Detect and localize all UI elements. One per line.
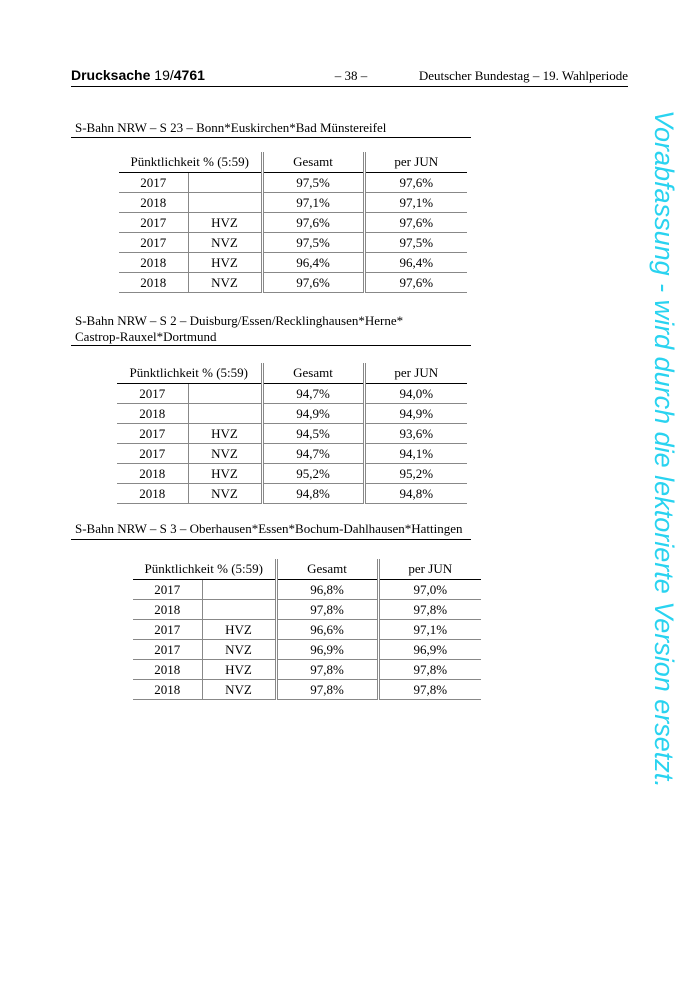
section-rule [71, 137, 471, 138]
cell-year: 2017 [133, 580, 202, 600]
cell-type: NVZ [188, 484, 262, 504]
cell-year: 2018 [117, 464, 188, 484]
cell-per-jun: 97,8% [378, 600, 481, 620]
table-row [133, 640, 481, 660]
cell-type: HVZ [188, 424, 262, 444]
cell-per-jun: 94,8% [364, 484, 467, 504]
cell-total: 96,4% [262, 253, 364, 273]
cell-per-jun: 95,2% [364, 464, 467, 484]
table-row [117, 484, 467, 504]
page-number: – 38 – [334, 68, 368, 83]
cell-total: 97,6% [262, 273, 364, 293]
section-rule [71, 345, 471, 346]
header-punctuality: Pünktlichkeit % (5:59) [119, 152, 262, 173]
cell-per-jun: 97,6% [364, 213, 467, 233]
cell-year: 2018 [117, 484, 188, 504]
cell-type: NVZ [202, 640, 276, 660]
doc-number-prefix: 19/ [154, 67, 174, 83]
table-row [117, 404, 467, 424]
cell-per-jun: 97,8% [378, 660, 481, 680]
cell-type [188, 173, 262, 193]
table-row [117, 384, 467, 404]
header-total: Gesamt [276, 559, 378, 580]
cell-year: 2018 [117, 404, 188, 424]
cell-total: 97,5% [262, 173, 364, 193]
table-row [117, 444, 467, 464]
punctuality-table-s23 [119, 152, 467, 293]
cell-year: 2017 [133, 640, 202, 660]
cell-total: 97,1% [262, 193, 364, 213]
document-label [71, 67, 205, 83]
cell-year: 2018 [133, 680, 202, 700]
cell-type: HVZ [188, 213, 262, 233]
table-row [119, 193, 467, 213]
cell-per-jun: 97,6% [364, 173, 467, 193]
cell-type [202, 600, 276, 620]
punctuality-table-s3 [133, 559, 481, 700]
header-total: Gesamt [262, 363, 364, 384]
cell-per-jun: 96,4% [364, 253, 467, 273]
section-title: S-Bahn NRW – S 3 – Oberhausen*Essen*Bochum-Dahlhausen*Hattingen [75, 521, 463, 536]
cell-type [188, 384, 262, 404]
table-header-row [133, 559, 481, 580]
table-row [133, 580, 481, 600]
cell-per-jun: 97,1% [364, 193, 467, 213]
table-row [117, 464, 467, 484]
cell-per-jun: 97,8% [378, 680, 481, 700]
cell-year: 2018 [119, 253, 188, 273]
cell-type: HVZ [202, 620, 276, 640]
cell-type [188, 193, 262, 213]
table-row [133, 660, 481, 680]
cell-per-jun: 94,0% [364, 384, 467, 404]
doc-label-text: Drucksache [71, 67, 151, 83]
table-row [119, 213, 467, 233]
section-title-line: S-Bahn NRW – S 2 – Duisburg/Essen/Recklinghausen*Herne* [75, 313, 404, 328]
watermark-text: Vorabfassung - wird durch die lektorierte Version ersetzt. [649, 110, 679, 788]
cell-type: NVZ [188, 233, 262, 253]
table-row [119, 253, 467, 273]
cell-year: 2017 [117, 424, 188, 444]
table-row [119, 273, 467, 293]
cell-total: 96,9% [276, 640, 378, 660]
cell-year: 2018 [119, 273, 188, 293]
cell-total: 97,6% [262, 213, 364, 233]
cell-total: 97,8% [276, 680, 378, 700]
table-row [119, 173, 467, 193]
table-row [119, 233, 467, 253]
cell-per-jun: 97,5% [364, 233, 467, 253]
doc-number: 4761 [173, 67, 205, 83]
table-row [133, 600, 481, 620]
cell-type: HVZ [202, 660, 276, 680]
cell-type: NVZ [202, 680, 276, 700]
cell-per-jun: 97,0% [378, 580, 481, 600]
page-header [71, 66, 628, 87]
table-row [133, 620, 481, 640]
header-per-jun: per JUN [378, 559, 481, 580]
cell-year: 2017 [119, 213, 188, 233]
cell-total: 94,5% [262, 424, 364, 444]
section-title [75, 313, 475, 345]
cell-per-jun: 94,1% [364, 444, 467, 464]
cell-type: NVZ [188, 444, 262, 464]
cell-total: 96,8% [276, 580, 378, 600]
table-header-row [117, 363, 467, 384]
cell-total: 94,7% [262, 444, 364, 464]
cell-per-jun: 97,6% [364, 273, 467, 293]
cell-per-jun: 94,9% [364, 404, 467, 424]
draft-watermark [648, 110, 680, 900]
cell-per-jun: 97,1% [378, 620, 481, 640]
cell-year: 2017 [119, 173, 188, 193]
cell-per-jun: 93,6% [364, 424, 467, 444]
cell-total: 94,8% [262, 484, 364, 504]
header-per-jun: per JUN [364, 152, 467, 173]
cell-year: 2018 [133, 660, 202, 680]
section-title-line: Castrop-Rauxel*Dortmund [75, 329, 217, 344]
section-title: S-Bahn NRW – S 23 – Bonn*Euskirchen*Bad Münstereifel [75, 120, 387, 135]
cell-total: 97,8% [276, 660, 378, 680]
cell-total: 95,2% [262, 464, 364, 484]
cell-total: 97,5% [262, 233, 364, 253]
header-punctuality: Pünktlichkeit % (5:59) [133, 559, 276, 580]
cell-type: HVZ [188, 253, 262, 273]
cell-total: 96,6% [276, 620, 378, 640]
cell-type: HVZ [188, 464, 262, 484]
cell-type [188, 404, 262, 424]
table-header-row [119, 152, 467, 173]
punctuality-table-s2 [117, 363, 467, 504]
cell-type [202, 580, 276, 600]
header-punctuality: Pünktlichkeit % (5:59) [117, 363, 262, 384]
cell-year: 2017 [119, 233, 188, 253]
cell-year: 2017 [117, 384, 188, 404]
cell-year: 2017 [117, 444, 188, 464]
cell-year: 2017 [133, 620, 202, 640]
cell-total: 94,9% [262, 404, 364, 424]
header-total: Gesamt [262, 152, 364, 173]
cell-total: 94,7% [262, 384, 364, 404]
table-row [133, 680, 481, 700]
parliament-label: Deutscher Bundestag – 19. Wahlperiode [418, 68, 628, 83]
cell-year: 2018 [133, 600, 202, 620]
cell-type: NVZ [188, 273, 262, 293]
header-per-jun: per JUN [364, 363, 467, 384]
cell-year: 2018 [119, 193, 188, 213]
section-rule [71, 539, 471, 540]
cell-per-jun: 96,9% [378, 640, 481, 660]
cell-total: 97,8% [276, 600, 378, 620]
table-row [117, 424, 467, 444]
